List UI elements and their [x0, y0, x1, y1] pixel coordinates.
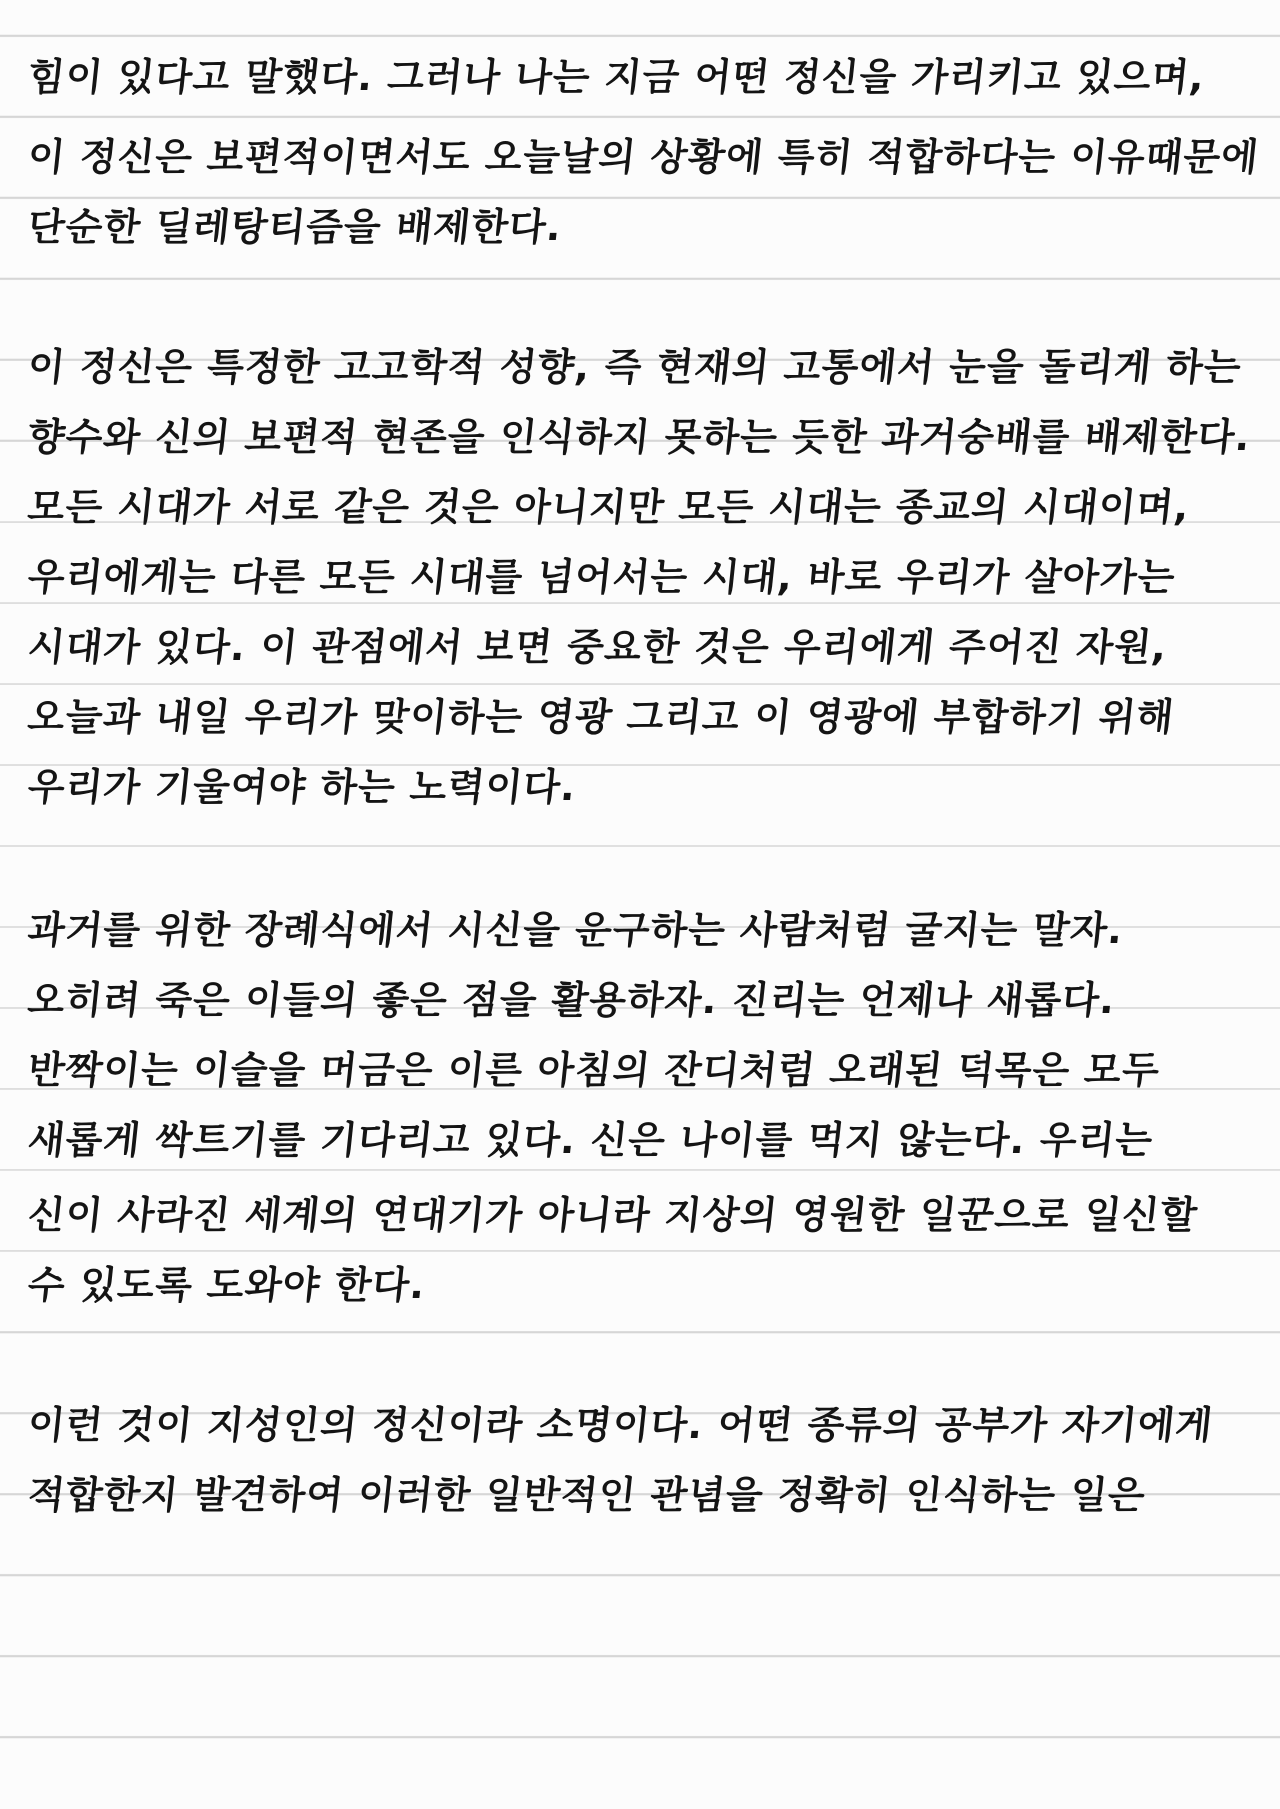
text-line: 모든 시대가 서로 같은 것은 아니지만 모든 시대는 종교의 시대이며,: [25, 485, 1192, 529]
text-line: 오히려 죽은 이들의 좋은 점을 활용하자. 진리는 언제나 새롭다.: [25, 978, 1118, 1022]
text-line: 이런 것이 지성인의 정신이라 소명이다. 어떤 종류의 공부가 자기에게: [25, 1403, 1216, 1447]
text-line: 단순한 딜레탕티즘을 배제한다.: [25, 205, 565, 249]
text-line: 이 정신은 특정한 고고학적 성향, 즉 현재의 고통에서 눈을 돌리게 하는: [25, 345, 1244, 389]
text-line: 과거를 위한 장례식에서 시신을 운구하는 사람처럼 굴지는 말자.: [25, 908, 1126, 952]
text-line: 오늘과 내일 우리가 맞이하는 영광 그리고 이 영광에 부합하기 위해: [25, 695, 1177, 739]
text-line: 새롭게 싹트기를 기다리고 있다. 신은 나이를 먹지 않는다. 우리는: [25, 1118, 1156, 1162]
text-line: 적합한지 발견하여 이러한 일반적인 관념을 정확히 인식하는 일은: [25, 1473, 1149, 1517]
text-line: 이 정신은 보편적이면서도 오늘날의 상황에 특히 적합하다는 이유때문에: [25, 135, 1262, 179]
text-line: 힘이 있다고 말했다. 그러나 나는 지금 어떤 정신을 가리키고 있으며,: [25, 55, 1208, 99]
text-line: 우리가 기울여야 하는 노력이다.: [25, 765, 579, 809]
text-line: 반짝이는 이슬을 머금은 이른 아침의 잔디처럼 오래된 덕목은 모두: [25, 1048, 1163, 1092]
text-line: 시대가 있다. 이 관점에서 보면 중요한 것은 우리에게 주어진 자원,: [25, 625, 1170, 669]
text-line: 수 있도록 도와야 한다.: [25, 1263, 428, 1307]
text-line: 신이 사라진 세계의 연대기가 아니라 지상의 영원한 일꾼으로 일신할: [25, 1193, 1200, 1237]
text-line: 향수와 신의 보편적 현존을 인식하지 못하는 듯한 과거숭배를 배제한다.: [25, 415, 1254, 459]
text-line: 우리에게는 다른 모든 시대를 넘어서는 시대, 바로 우리가 살아가는: [25, 555, 1178, 599]
